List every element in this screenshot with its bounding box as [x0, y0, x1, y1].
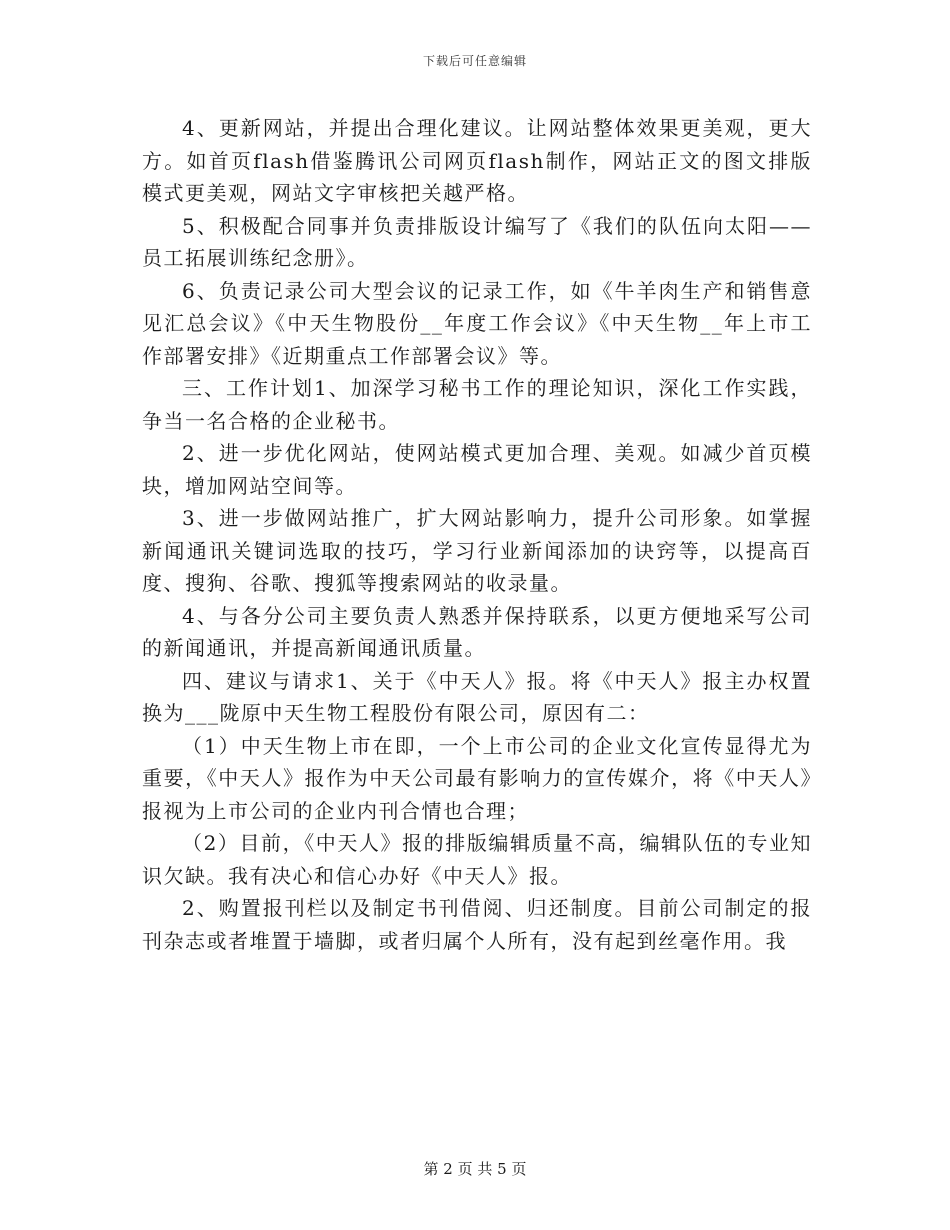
paragraph: 4、与各分公司主要负责人熟悉并保持联系，以更方便地采写公司的新闻通讯，并提高新闻通讯质量。 — [142, 603, 812, 660]
paragraph: 三、工作计划1、加深学习秘书工作的理论知识，深化工作实践，争当一名合格的企业秘书。 — [142, 376, 812, 433]
paragraph: 3、进一步做网站推广，扩大网站影响力，提升公司形象。如掌握新闻通讯关键词选取的技巧，学习行业新闻添加的诀窍等，以提高百度、搜狗、谷歌、搜狐等搜索网站的收录量。 — [142, 506, 812, 595]
paragraph: 5、积极配合同事并负责排版设计编写了《我们的队伍向太阳——员工拓展训练纪念册》。 — [142, 213, 812, 270]
paragraph: 2、进一步优化网站，使网站模式更加合理、美观。如减少首页模块，增加网站空间等。 — [142, 441, 812, 498]
paragraph: 6、负责记录公司大型会议的记录工作，如《牛羊肉生产和销售意见汇总会议》《中天生物股份__年度工作会议》《中天生物__年上市工作部署安排》《近期重点工作部署会议》等。 — [142, 278, 812, 368]
page-header-note: 下载后可任意编辑 — [422, 54, 527, 68]
paragraph: 2、购置报刊栏以及制定书刊借阅、归还制度。目前公司制定的报刊杂志或者堆置于墙脚，或者归属个人所有，没有起到丝毫作用。我 — [142, 896, 812, 953]
paragraph: （2）目前，《中天人》报的排版编辑质量不高，编辑队伍的专业知识欠缺。我有决心和信心办好《中天人》报。 — [142, 831, 812, 888]
paragraph: 4、更新网站，并提出合理化建议。让网站整体效果更美观，更大方。如首页flash借鉴腾讯公司网页flash制作，网站正文的图文排版模式更美观，网站文字审核把关越严格。 — [142, 116, 812, 205]
page-number: 第 2 页 共 5 页 — [423, 1160, 527, 1178]
document-body — [142, 112, 812, 957]
paragraph: 四、建议与请求1、关于《中天人》报。将《中天人》报主办权置换为___陇原中天生物工程股份有限公司，原因有二： — [142, 668, 812, 725]
paragraph: （1）中天生物上市在即，一个上市公司的企业文化宣传显得尤为重要，《中天人》报作为中天公司最有影响力的宣传媒介，将《中天人》报视为上市公司的企业内刊合情也合理； — [142, 733, 812, 823]
